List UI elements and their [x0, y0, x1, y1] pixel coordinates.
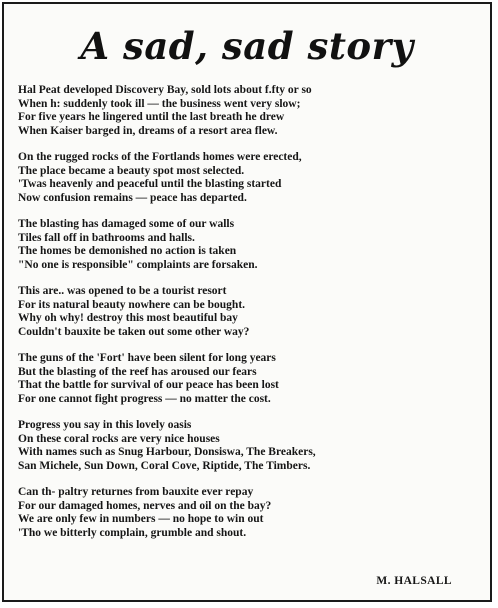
poem-line: When Kaiser barged in, dreams of a resort area flew. — [18, 124, 278, 137]
poem-line: San Michele, Sun Down, Coral Cove, Riptide, The Timbers. — [18, 459, 311, 472]
poem-line: Couldn't bauxite be taken out some other way? — [18, 325, 250, 338]
poem-line: On these coral rocks are very nice houses — [18, 432, 220, 445]
poem-line: Can th- paltry returnes from bauxite ever repay — [18, 486, 254, 498]
poem-line: For our damaged homes, nerves and oil on the bay? — [18, 499, 272, 512]
stanza-6 — [18, 419, 490, 473]
poem-line: When h: suddenly took ill — the business went very slow; — [18, 97, 301, 110]
poem-line: That the battle for survival of our peace has been lost — [18, 379, 279, 391]
poem-body — [18, 84, 490, 553]
poem-line: The place became a beauty spot most selected. — [18, 164, 245, 177]
poem-line: Now confusion remains — peace has departed. — [18, 191, 247, 204]
stanza-7 — [18, 486, 490, 540]
poem-line: The homes be demonished no action is taken — [18, 245, 237, 257]
poem-line: We are only few in numbers — no hope to win out — [18, 513, 264, 525]
stanza-4 — [18, 285, 490, 339]
poem-line: This are.. was opened to be a tourist resort — [18, 285, 227, 297]
poem-line: For five years he lingered until the last breath he drew — [18, 111, 285, 123]
stanza-3 — [18, 218, 490, 272]
author-signature: M. HALSALL — [376, 575, 452, 587]
poem-line: Hal Peat developed Discovery Bay, sold lots about f.fty or so — [18, 84, 312, 96]
poem-line: 'Twas heavenly and peaceful until the blasting started — [18, 178, 282, 190]
poem-line: The blasting has damaged some of our walls — [18, 218, 235, 230]
poem-line: For one cannot fight progress — no matter the cost. — [18, 392, 271, 405]
stanza-1 — [18, 84, 490, 138]
newspaper-clipping — [2, 2, 492, 602]
poem-line: The guns of the 'Fort' have been silent for long years — [18, 352, 276, 364]
stanza-2 — [18, 151, 490, 205]
poem-line: With names such as Snug Harbour, Donsiswa, The Breakers, — [18, 446, 316, 458]
poem-line: But the blasting of the reef has aroused our fears — [18, 365, 257, 378]
poem-title: A sad, sad story — [80, 24, 414, 68]
poem-line: Progress you say in this lovely oasis — [18, 419, 192, 431]
poem-line: Why oh why! destroy this most beautiful bay — [18, 312, 238, 324]
poem-line: On the rugged rocks of the Fortlands homes were erected, — [18, 151, 302, 163]
poem-line: For its natural beauty nowhere can be bought. — [18, 298, 246, 311]
poem-line: 'Tho we bitterly complain, grumble and shout. — [18, 526, 247, 539]
poem-line: Tiles fall off in bathrooms and halls. — [18, 231, 195, 244]
poem-line: "No one is responsible" complaints are forsaken. — [18, 258, 258, 271]
stanza-5 — [18, 352, 490, 406]
